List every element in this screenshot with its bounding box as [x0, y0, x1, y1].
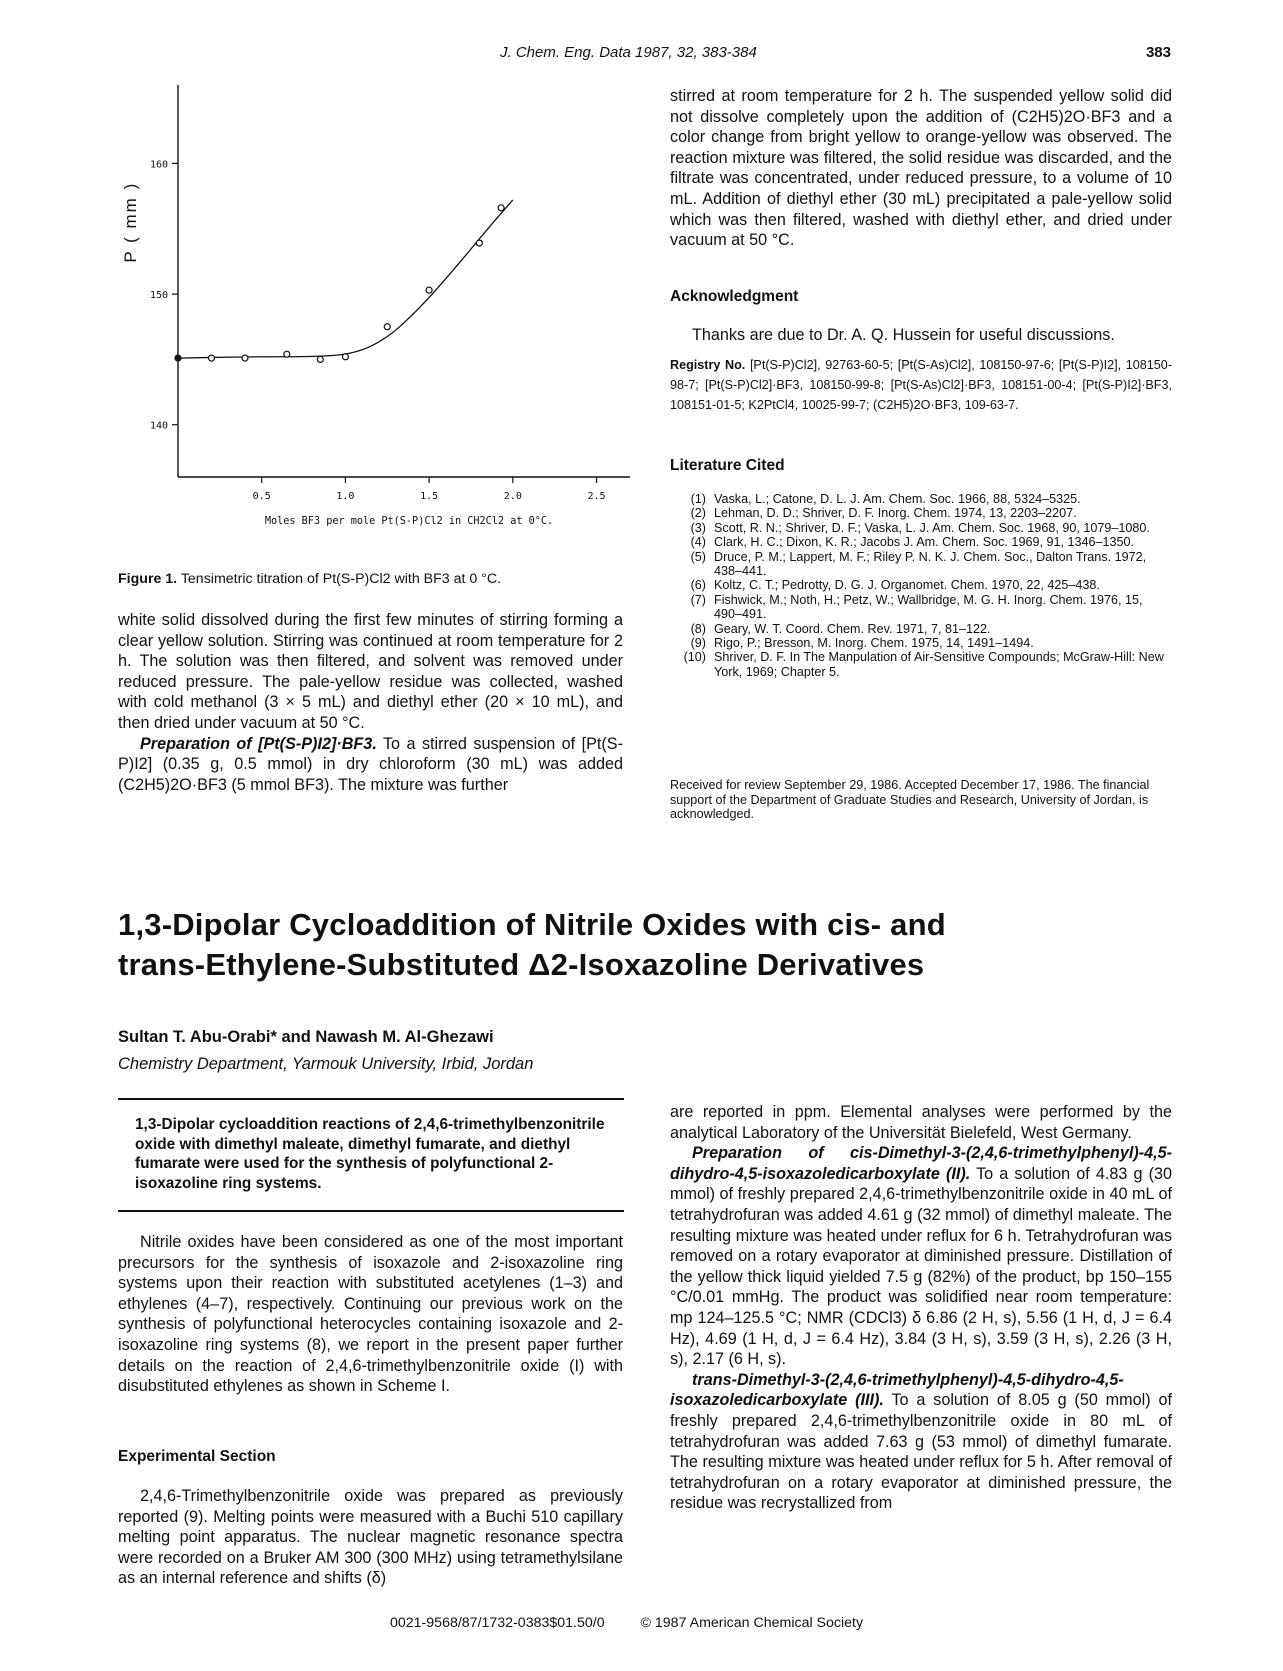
title-line-1: 1,3-Dipolar Cycloaddition of Nitrile Oxides with cis- and — [118, 907, 946, 942]
introduction-paragraph: Nitrile oxides have been considered as one of the most important precursors for the synthesis of isoxazole and 2-isoxazoline ring systems upon their reaction with substituted acetylenes (1–3) and ethylenes (4–7), respectively. Continuing our previous work on the synthesis of polyfunctional heterocycles containing isoxazole and 2-isoxazoline ring systems (8), we report in the present paper further details on the reaction of 2,4,6-trimethylbenzonitrile oxide (I) with disubstituted ethylenes as shown in Scheme I. — [118, 1233, 623, 1396]
paragraph: white solid dissolved during the first few minutes of stirring forming a clear yellow solution. Stirring was continued at room temperature for 2 h. The solution was then filtered, and solvent was removed under reduced pressure. The pale-yellow residue was collected, washed with cold methanol (3 × 5 mL) and diethyl ether (20 × 10 mL), and then dried under vacuum at 50 °C. — [118, 611, 623, 732]
reference-text: Clark, H. C.; Dixon, K. R.; Jacobs J. Am. Chem. Soc. 1969, 91, 1346–1350. — [714, 535, 1134, 550]
reference-text: Shriver, D. F. In The Manpulation of Air-Sensitive Compounds; McGraw-Hill: New York, 1969; Chapter 5. — [714, 650, 1164, 679]
paragraph — [670, 1143, 1172, 1370]
section-heading: Acknowledgment — [670, 288, 799, 305]
reference-number: (7) — [690, 592, 706, 607]
abstract-rule-top — [118, 1098, 624, 1100]
reference-number: (8) — [690, 621, 706, 636]
left-column-text — [118, 610, 623, 795]
x-axis-label: Moles BF3 per mole Pt(S-P)Cl2 in CH2Cl2 at 0°C. — [264, 516, 554, 527]
data-point — [242, 355, 248, 361]
reference-item — [676, 593, 1172, 622]
data-point — [498, 205, 504, 211]
reference-item — [676, 550, 1172, 579]
paragraph — [118, 734, 623, 796]
received-note: Received for review September 29, 1986. Accepted December 17, 1986. The financial support of the Department of Graduate Studies and Research, University of Jordan, is acknowledged. — [670, 778, 1150, 821]
reference-item — [676, 506, 1172, 520]
y-tick-label: 150 — [149, 290, 168, 302]
reference-item — [676, 535, 1172, 549]
tensimetric-chart — [110, 85, 630, 565]
reference-text: Rigo, P.; Bresson, M. Inorg. Chem. 1975, 14, 1491–1494. — [714, 636, 1034, 651]
footer-copyright: © 1987 American Chemical Society — [640, 1615, 864, 1631]
data-point — [384, 324, 390, 330]
data-point — [208, 355, 214, 361]
paragraph-text: To a solution of 4.83 g (30 mmol) of freshly prepared 2,4,6-trimethylbenzonitrile oxide in 40 mL of tetrahydrofuran was added 4.61 g (32 mmol) of dimethyl maleate. The resulting mixture was heated under reflux for 6 h. Tetrahydrofuran was removed on a rotary evaporator at diminished pressure. Distillation of the yellow thick liquid yielded 7.5 g (82%) of the product, bp 150–155 °C/0.01 mmHg. The product was solidified near room temperature: mp 124–125.5 °C; NMR (CDCl3) δ 6.86 (2 H, s), 5.56 (1 H, d, J = 6.4 Hz), 4.69 (1 H, d, J = 6.4 Hz), 3.84 (3 H, s), 3.59 (3 H, s), 2.26 (3 H, s), 2.17 (6 H, s). — [670, 1164, 1172, 1369]
data-point — [317, 356, 323, 362]
footer-code: 0021-9568/87/1732-0383$01.50/0 — [390, 1615, 605, 1631]
x-tick-label: 0.5 — [252, 491, 271, 502]
x-tick-label: 2.0 — [503, 491, 522, 502]
footer — [390, 1615, 863, 1631]
y-tick-label: 160 — [149, 159, 168, 171]
run-in-heading: Preparation of [Pt(S-P)I2]·BF3. — [140, 734, 377, 753]
x-tick-label: 1.0 — [336, 491, 355, 502]
data-point — [284, 351, 290, 357]
registry-label: Registry No. — [670, 358, 746, 372]
article-title — [118, 905, 1178, 985]
reference-item — [676, 650, 1172, 679]
reference-text: Fishwick, M.; Noth, H.; Petz, W.; Wallbridge, M. G. H. Inorg. Chem. 1976, 15, 490–491. — [714, 592, 1143, 622]
section-heading: Literature Cited — [670, 457, 785, 474]
experimental-paragraph: 2,4,6-Trimethylbenzonitrile oxide was prepared as previously reported (9). Melting points were measured with a Buchi 510 capillary melting point apparatus. The nuclear magnetic resonance spectra were recorded on a Bruker AM 300 (300 MHz) using tetramethylsilane as an internal reference and shifts (δ) — [118, 1487, 623, 1588]
reference-list — [676, 492, 1172, 679]
page-number: 383 — [1145, 44, 1171, 61]
reference-number: (3) — [690, 520, 706, 535]
figure-1 — [110, 85, 630, 565]
start-point — [175, 355, 181, 361]
paragraph: are reported in ppm. Elemental analyses were performed by the analytical Laboratory of the Universität Bielefeld, West Germany. — [670, 1103, 1172, 1142]
figure-caption-text: Tensimetric titration of Pt(S-P)Cl2 with BF3 at 0 °C. — [180, 571, 502, 587]
acknowledgment-text: Thanks are due to Dr. A. Q. Hussein for useful discussions. — [692, 326, 1115, 344]
data-point — [426, 287, 432, 293]
registry-text: [Pt(S-P)Cl2], 92763-60-5; [Pt(S-As)Cl2], 108150-97-6; [Pt(S-P)I2], 108150-98-7; [Pt(S-P)Cl2]·BF3, 108150-99-8; [Pt(S-As)Cl2]·BF3, 108151-00-4; [Pt(S-P)I2]·BF3, 108151-01-5; K2PtCl4, 10025-99-7; (C2H5)2O·BF3, 109-63-7. — [670, 358, 1173, 412]
reference-number: (1) — [690, 492, 706, 506]
reference-item — [676, 492, 1172, 506]
run-in-heading: trans-Dimethyl-3-(2,4,6-trimethylphenyl)-4,5-dihydro-4,5-isoxazoledicarboxylate (III). — [670, 1370, 1124, 1410]
figure-caption-label: Figure 1. — [118, 571, 178, 587]
affiliation: Chemistry Department, Yarmouk University, Irbid, Jordan — [118, 1055, 534, 1073]
run-in-heading: Preparation of cis-Dimethyl-3-(2,4,6-trimethylphenyl)-4,5-dihydro-4,5-isoxazoledicarboxylate (II). — [670, 1144, 1172, 1183]
reference-item — [676, 636, 1172, 650]
x-tick-label: 2.5 — [587, 491, 606, 502]
x-tick-label: 1.5 — [420, 491, 439, 502]
reference-number: (6) — [690, 578, 706, 593]
data-point — [476, 240, 482, 246]
reference-number: (10) — [683, 650, 706, 665]
y-axis-label: P ( mm ) — [121, 181, 140, 263]
reference-number: (2) — [690, 506, 706, 521]
journal-citation: J. Chem. Eng. Data 1987, 32, 383-384 — [500, 44, 757, 61]
authors: Sultan T. Abu-Orabi* and Nawash M. Al-Ghezawi — [118, 1028, 494, 1046]
reference-item — [676, 521, 1172, 535]
paragraph-text: To a stirred suspension of [Pt(S-P)I2] (0.35 g, 0.5 mmol) in dry chloroform (30 mL) was added (C2H5)2O·BF3 (5 mmol BF3). The mixture was further — [118, 734, 623, 794]
reference-text: Scott, R. N.; Shriver, D. F.; Vaska, L. J. Am. Chem. Soc. 1968, 90, 1079–1080. — [714, 520, 1150, 535]
data-point — [342, 354, 348, 360]
reference-number: (4) — [690, 535, 706, 550]
article-right-column — [670, 1102, 1172, 1514]
reference-text: Vaska, L.; Catone, D. L. J. Am. Chem. Soc. 1966, 88, 5324–5325. — [714, 492, 1081, 506]
reference-text: Geary, W. T. Coord. Chem. Rev. 1971, 7, 81–122. — [714, 621, 991, 636]
fit-curve — [178, 200, 513, 358]
paragraph: stirred at room temperature for 2 h. The suspended yellow solid did not dissolve completely upon the addition of (C2H5)2O·BF3 and a color change from bright yellow to orange-yellow was observed. The reaction mixture was filtered, the solid residue was discarded, and the filtrate was concentrated, under reduced pressure, to a volume of 10 mL. Addition of diethyl ether (30 mL) precipitated a pale-yellow solid which was then filtered, washed with diethyl ether, and dried under vacuum at 50 °C. — [670, 87, 1172, 250]
title-line-2: trans-Ethylene-Substituted Δ2-Isoxazoline Derivatives — [118, 947, 925, 982]
y-tick-label: 140 — [149, 420, 168, 432]
reference-text: Koltz, C. T.; Pedrotty, D. G. J. Organomet. Chem. 1970, 22, 425–438. — [714, 578, 1100, 593]
reference-item — [676, 578, 1172, 592]
paragraph — [670, 1370, 1172, 1514]
reference-text: Lehman, D. D.; Shriver, D. F. Inorg. Chem. 1974, 13, 2203–2207. — [714, 506, 1077, 521]
reference-number: (9) — [690, 636, 706, 651]
reference-item — [676, 622, 1172, 636]
reference-text: Druce, P. M.; Lappert, M. F.; Riley P. N. K. J. Chem. Soc., Dalton Trans. 1972, 438–441. — [714, 549, 1147, 579]
registry-numbers — [670, 355, 1172, 415]
reference-number: (5) — [690, 549, 706, 564]
section-heading: Experimental Section — [118, 1448, 276, 1465]
abstract: 1,3-Dipolar cycloaddition reactions of 2,4,6-trimethylbenzonitrile oxide with dimethyl maleate, dimethyl fumarate, and diethyl fumarate were used for the synthesis of polyfunctional 2-isoxazoline ring systems. — [135, 1116, 605, 1192]
paragraph-text: To a solution of 8.05 g (50 mmol) of freshly prepared 2,4,6-trimethylbenzonitrile oxide in 80 mL of tetrahydrofuran was added 7.63 g (53 mmol) of dimethyl fumarate. The resulting mixture was heated under reflux for 5 h. After removal of tetrahydrofuran on a rotary evaporator at diminished pressure, the residue was recrystallized from — [670, 1391, 1172, 1513]
figure-caption — [118, 572, 638, 587]
right-column-text — [670, 86, 1172, 251]
abstract-rule-bottom — [118, 1210, 624, 1212]
